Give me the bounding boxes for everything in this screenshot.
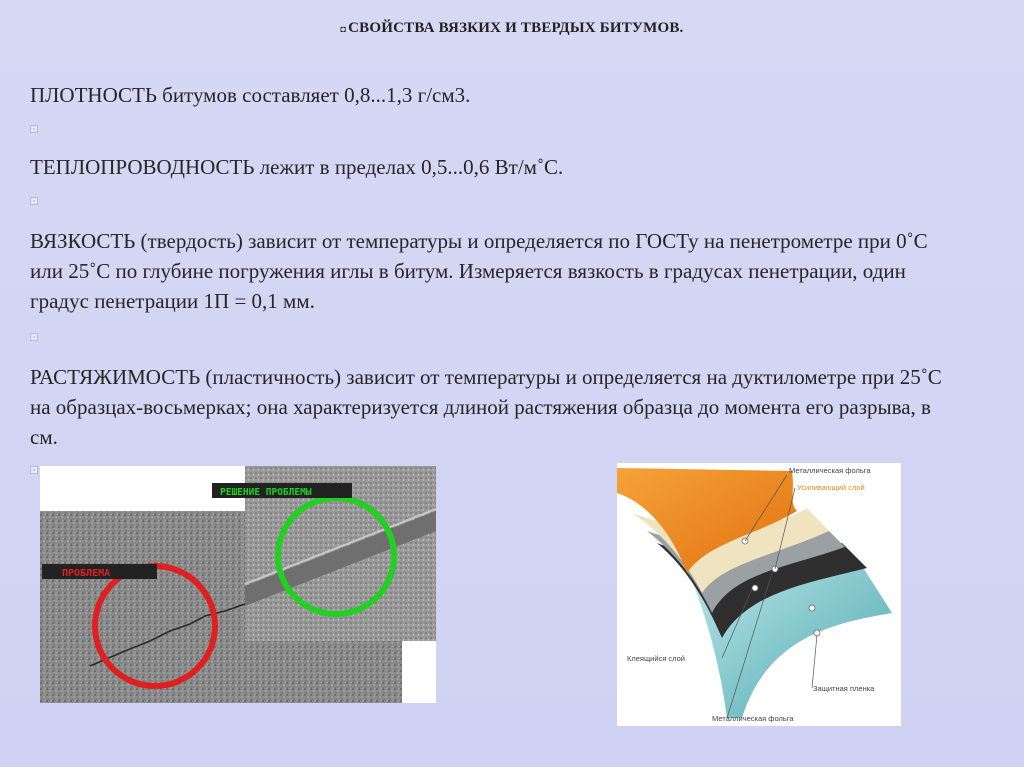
paragraph-ductility: РАСТЯЖИМОСТЬ (пластичность) зависит от температуры и определяется на дуктилометре при 25˚С на образцах-восьмерках; она характеризуется длиной растяжения образца до момента его разрыва, в см.	[30, 365, 942, 449]
slide-title	[0, 20, 1024, 37]
bullet-icon	[30, 125, 38, 133]
solution-label: РЕШЕНИЕ ПРОБЛЕМЫ	[220, 487, 312, 498]
label-metal-foil-top: Металлическая фольга	[789, 466, 871, 475]
membrane-layers-diagram	[617, 463, 901, 726]
paragraph-density: ПЛОТНОСТЬ битумов составляет 0,8...1,3 г/см3.	[30, 83, 471, 107]
label-adhesive-layer: Клеящийся слой	[627, 654, 685, 663]
bullet-icon	[30, 333, 38, 341]
bullet-icon	[30, 197, 38, 205]
bullet-icon	[30, 466, 38, 474]
label-metal-foil-bottom: Металлическая фольга	[712, 714, 794, 723]
pavement-photo-composite	[40, 466, 436, 703]
pavement-photo	[40, 466, 436, 703]
title-bullet-icon: ◘	[340, 23, 347, 34]
membrane-diagram	[617, 463, 901, 726]
problem-label: ПРОБЛЕМА	[62, 568, 111, 579]
slide-title-text: СВОЙСТВА ВЯЗКИХ И ТВЕРДЫХ БИТУМОВ.	[348, 20, 684, 36]
paragraph-conductivity: ТЕПЛОПРОВОДНОСТЬ лежит в пределах 0,5...0,6 Вт/м˚С.	[30, 155, 564, 179]
paragraph-viscosity: ВЯЗКОСТЬ (твердость) зависит от температуры и определяется по ГОСТу на пенетрометре при 0˚С или 25˚С по глубине погружения иглы в битум. Измеряется вязкость в градусах пенетрации, один градус пенетрации 1П = 0,1 мм.	[30, 229, 928, 313]
label-protective-film: Защитная пленка	[813, 684, 875, 693]
label-reinforcing-layer: Усиливающий слой	[797, 483, 865, 492]
